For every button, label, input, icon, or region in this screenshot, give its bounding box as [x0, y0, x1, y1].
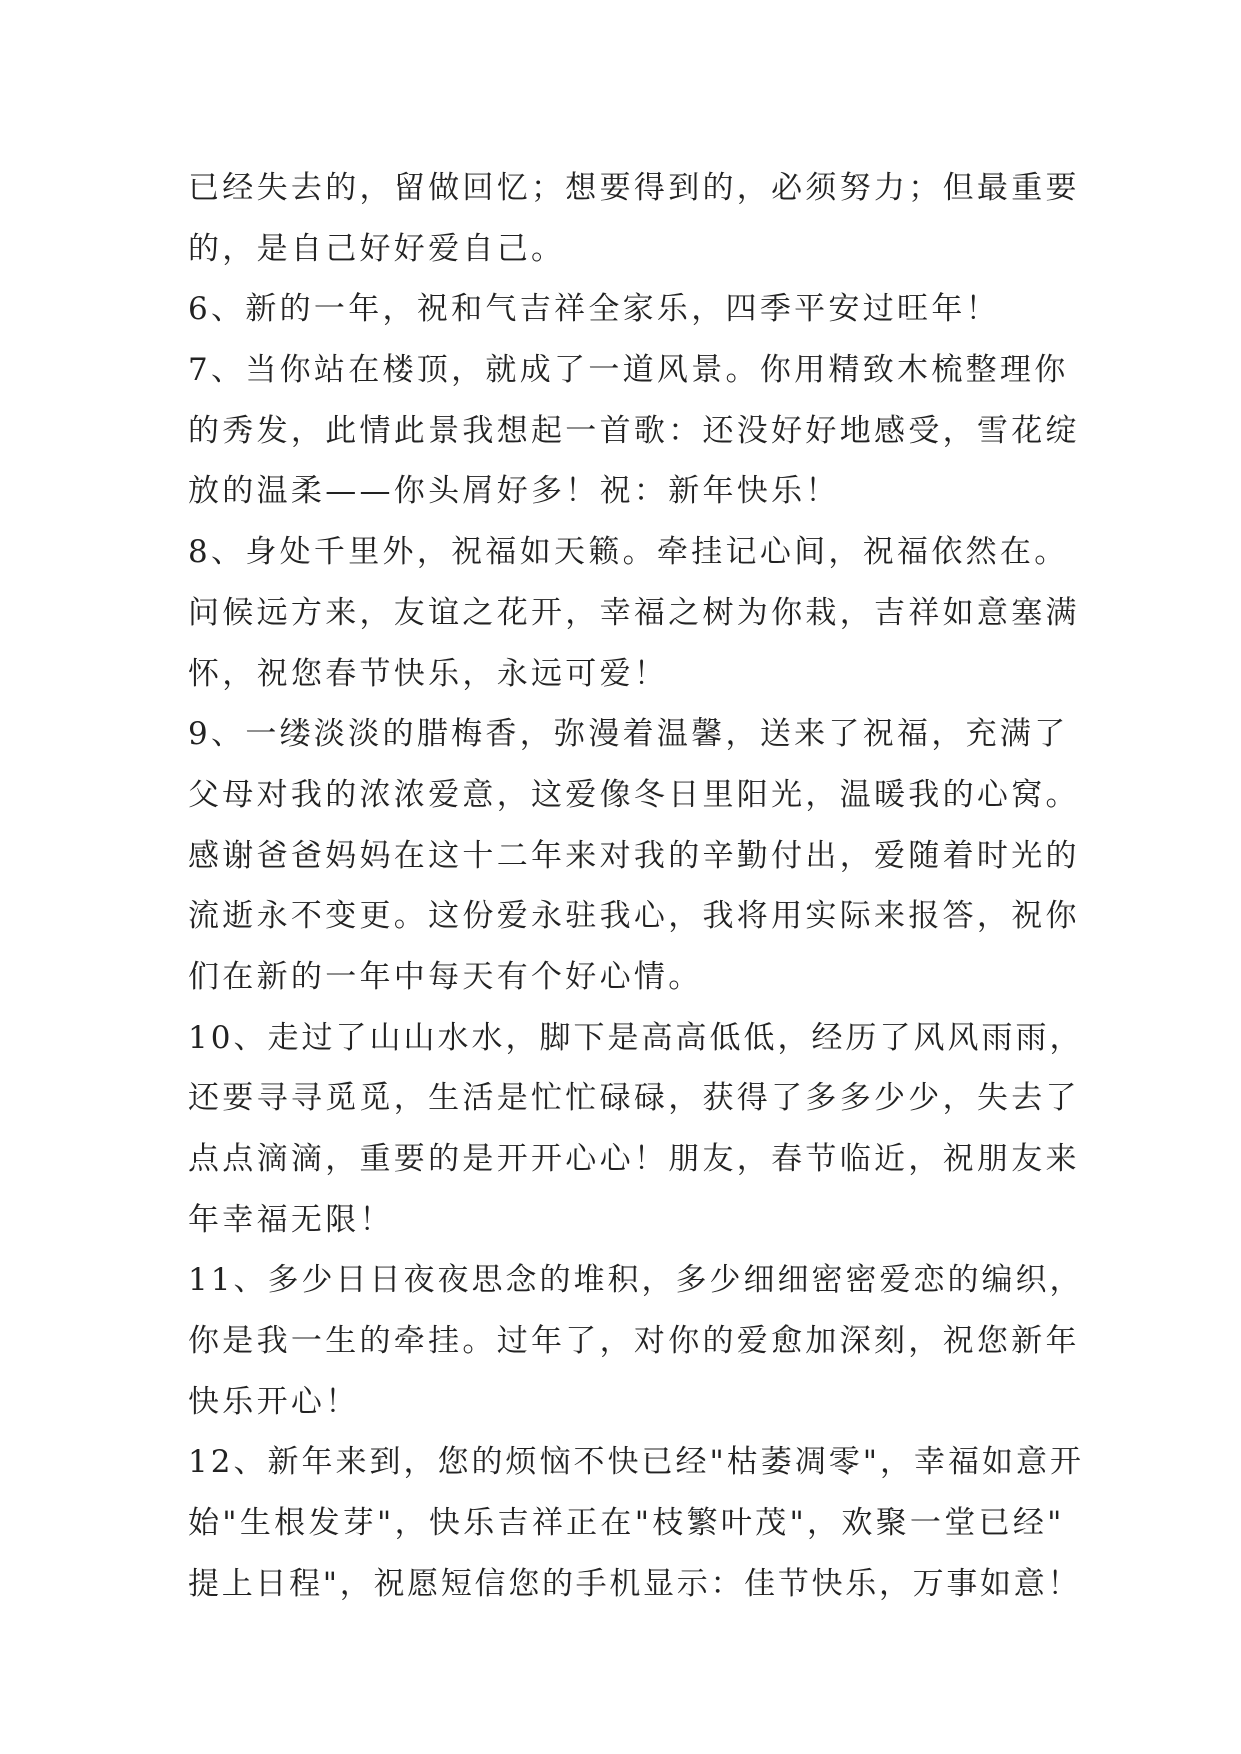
text-line: 8、身处千里外，祝福如天籁。牵挂记心间，祝福依然在。: [188, 534, 1069, 571]
text-line: 感谢爸爸妈妈在这十二年来对我的辛勤付出，爱随着时光的: [188, 837, 1080, 874]
text-line: 10、走过了山山水水，脚下是高高低低，经历了风风雨雨，: [188, 1019, 1084, 1056]
text-line: 已经失去的，留做回忆；想要得到的，必须努力；但最重要: [188, 170, 1080, 206]
text-line: 提上日程"，祝愿短信您的手机显示：佳节快乐，万事如意！: [188, 1565, 1082, 1602]
text-line: 12、新年来到，您的烦恼不快已经"枯萎凋零"，幸福如意开: [188, 1444, 1084, 1481]
text-line: 问候远方来，友谊之花开，幸福之树为你栽，吉祥如意塞满: [188, 594, 1080, 631]
text-line: 年幸福无限！: [188, 1201, 394, 1238]
text-line: 还要寻寻觅觅，生活是忙忙碌碌，获得了多多少少，失去了: [188, 1080, 1080, 1117]
text-line: 怀，祝您春节快乐，永远可爱！: [188, 655, 669, 692]
text-line: 们在新的一年中每天有个好心情。: [188, 958, 703, 995]
text-line: 的，是自己好好爱自己。: [188, 230, 566, 267]
text-line: 的秀发，此情此景我想起一首歌：还没好好地感受，雪花绽: [188, 412, 1080, 449]
body-text: [188, 158, 1088, 1615]
text-line: 放的温柔——你头屑好多！祝：新年快乐！: [188, 473, 840, 510]
text-line: 你是我一生的牵挂。过年了，对你的爱愈加深刻，祝您新年: [188, 1323, 1080, 1360]
text-line: 6、新的一年，祝和气吉祥全家乐，四季平安过旺年！: [188, 291, 1000, 328]
text-line: 11、多少日日夜夜思念的堆积，多少细细密密爱恋的编织，: [188, 1262, 1084, 1299]
text-line: 9、一缕淡淡的腊梅香，弥漫着温馨，送来了祝福，充满了: [188, 716, 1069, 753]
text-line: 父母对我的浓浓爱意，这爱像冬日里阳光，温暖我的心窝。: [188, 776, 1080, 813]
text-line: 7、当你站在楼顶，就成了一道风景。你用精致木梳整理你: [188, 352, 1069, 389]
text-line: 快乐开心！: [188, 1383, 360, 1420]
text-line: 流逝永不变更。这份爱永驻我心，我将用实际来报答，祝你: [188, 898, 1080, 935]
text-line: 点点滴滴，重要的是开开心心！朋友，春节临近，祝朋友来: [188, 1141, 1080, 1177]
text-line: 始"生根发芽"，快乐吉祥正在"枝繁叶茂"，欢聚一堂已经": [188, 1505, 1065, 1542]
